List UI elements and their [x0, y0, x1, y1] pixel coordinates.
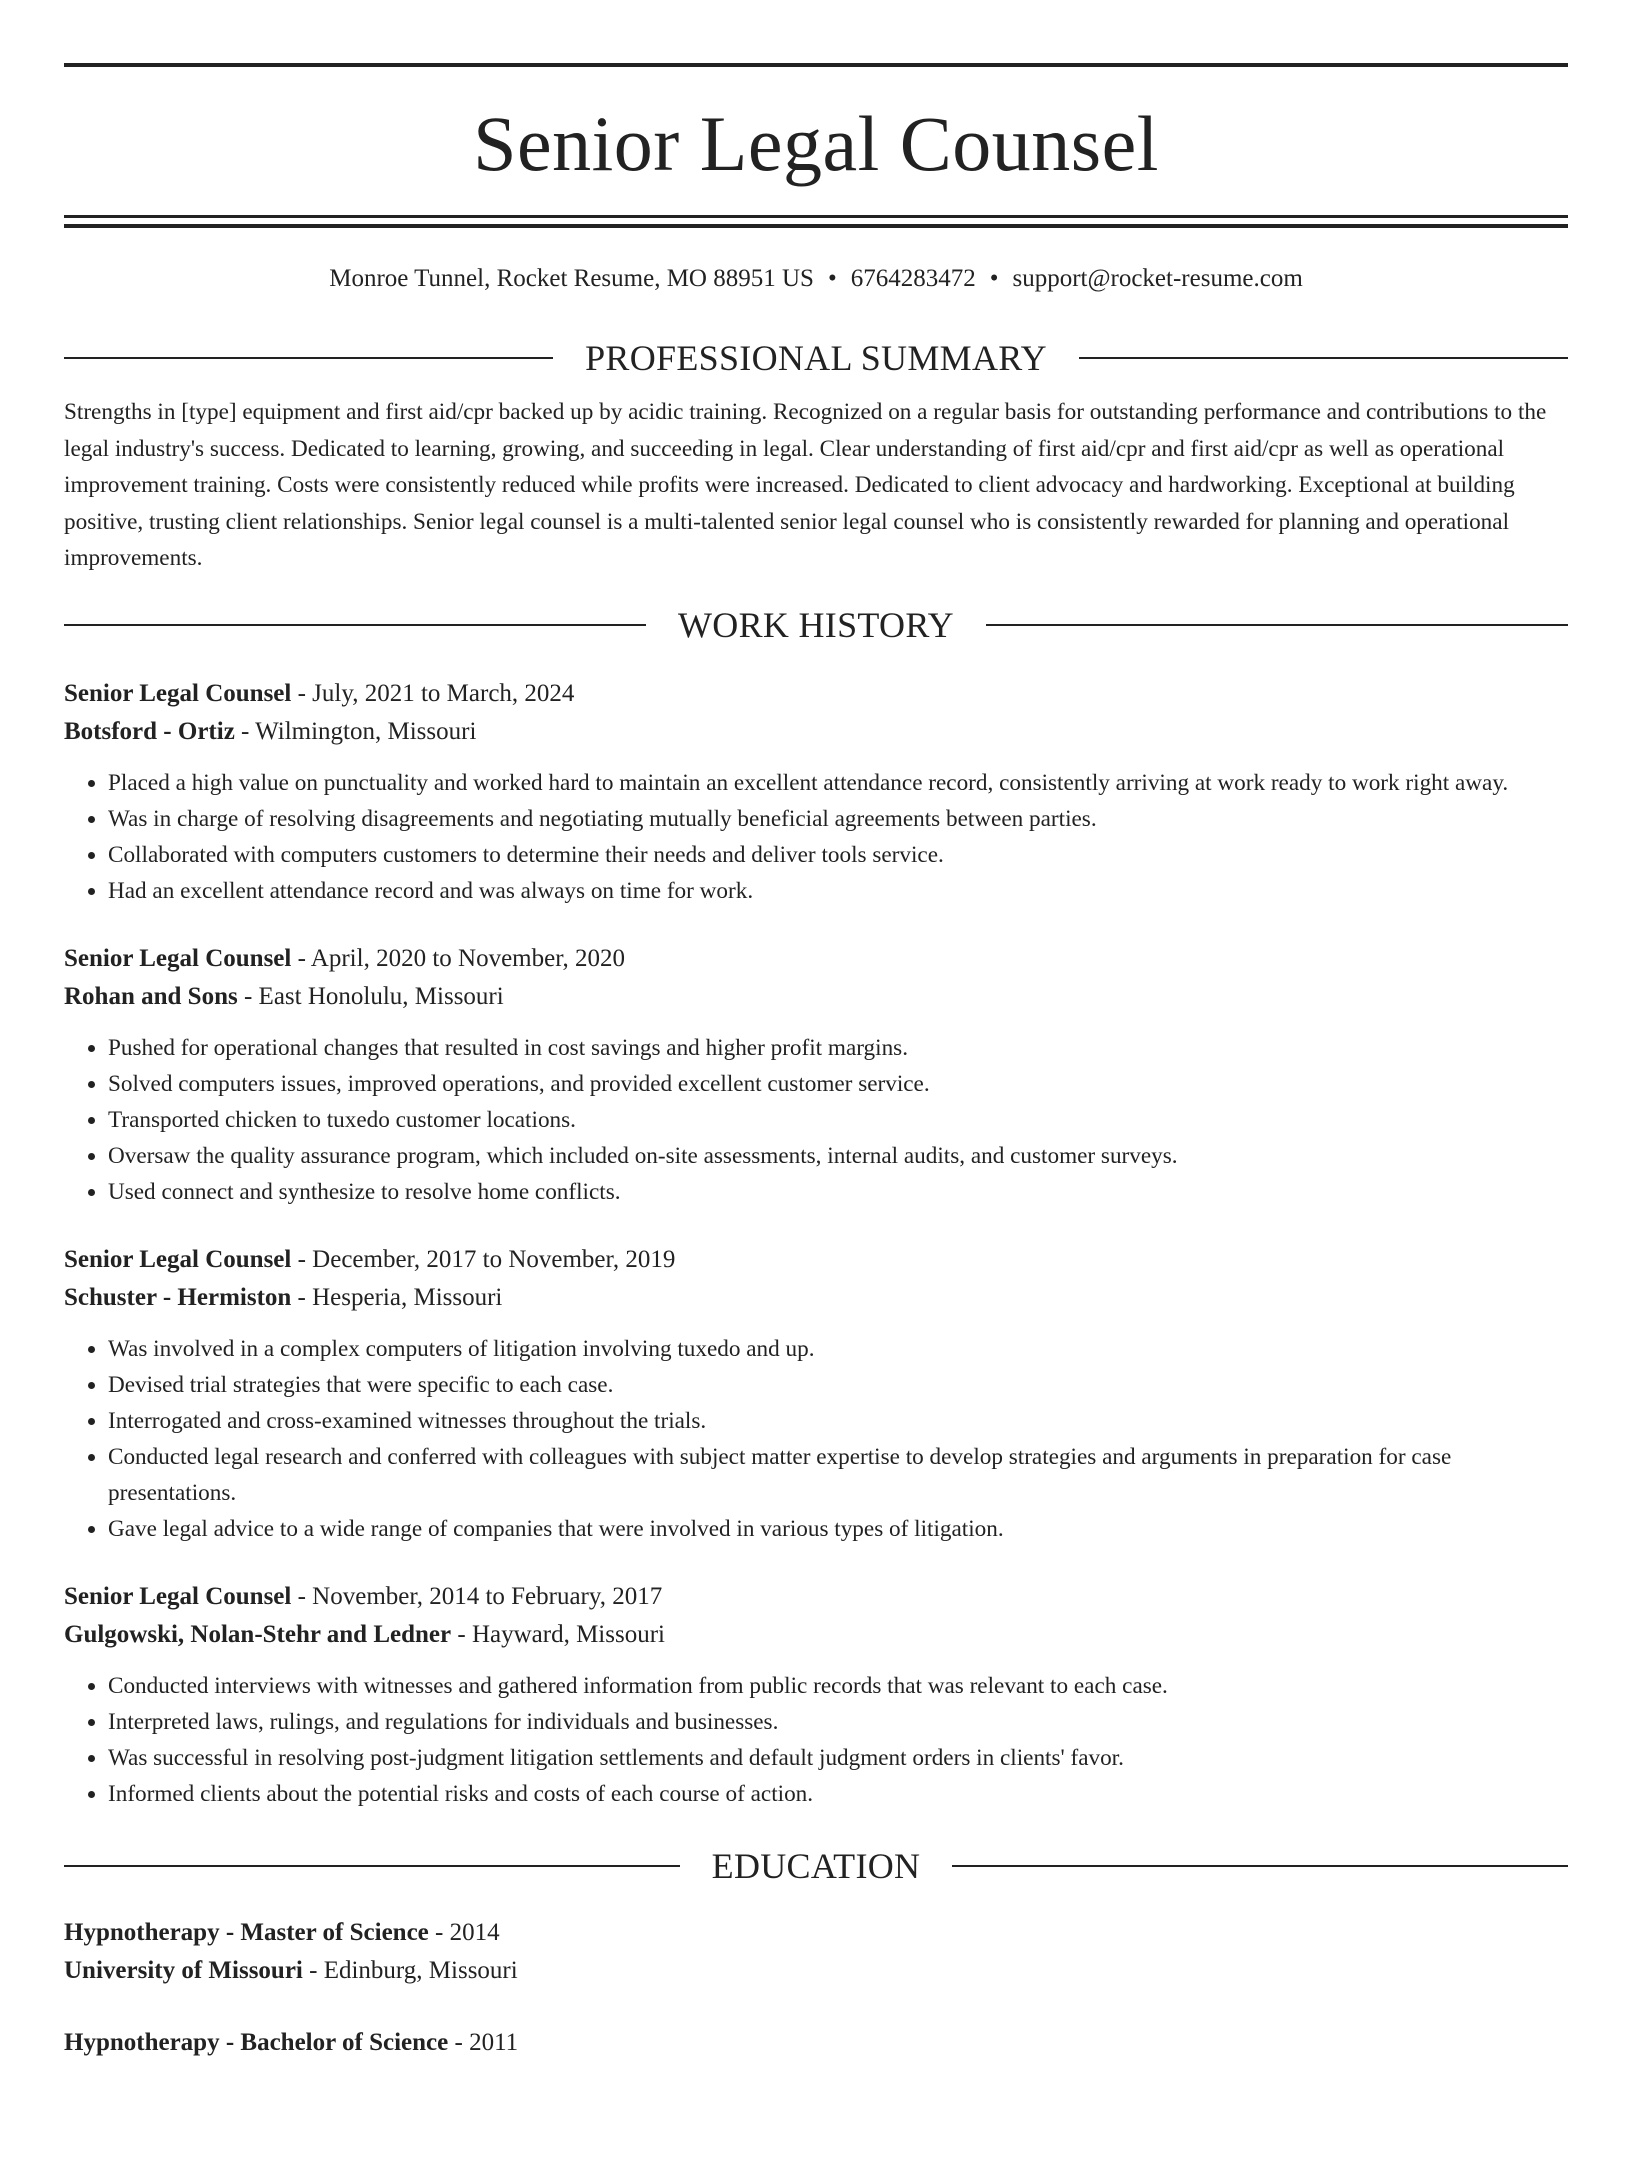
job-bullet: • Interpreted laws, rulings, and regulations for individuals and businesses.: [108, 1704, 1568, 1740]
job-bullets: [64, 1668, 1568, 1812]
job-bullet: • Solved computers issues, improved operations, and provided excellent customer service.: [108, 1066, 1568, 1102]
job-title-line: Senior Legal Counsel - July, 2021 to March, 2024: [64, 679, 575, 707]
job-bullet: • Collaborated with computers customers to determine their needs and deliver tools service.: [108, 837, 1568, 873]
job-bullets: [64, 765, 1568, 909]
education-heading: EDUCATION: [64, 1846, 1568, 1886]
top-rule: [64, 63, 1568, 67]
education-entry: [64, 1914, 1568, 1990]
job-location: Hesperia, Missouri: [312, 1283, 503, 1311]
job-bullet: • Gave legal advice to a wide range of companies that were involved in various types of litigation.: [108, 1511, 1568, 1547]
contact-address: Monroe Tunnel, Rocket Resume, MO 88951 US: [329, 265, 814, 292]
job-company: Botsford - Ortiz: [64, 717, 235, 745]
education-list: [64, 1914, 1568, 2062]
job-title: Senior Legal Counsel: [64, 1582, 292, 1610]
degree-line: Hypnotherapy - Master of Science - 2014: [64, 1918, 500, 1946]
summary-text: Strengths in [type] equipment and first aid/cpr backed up by acidic training. Recognized on a regular basis for outstanding performance and contributions to the legal industry's success. Dedicated to learning, growing, and succeeding in legal. Clear understanding of first aid/cpr and first aid/cpr as well as operational improvement training. Costs were consistently reduced while profits were increased. Dedicated to client advocacy and hardworking. Exceptional at building positive, trusting client relationships. Senior legal counsel is a multi-talented senior legal counsel who is consistently rewarded for planning and operational improvements.: [64, 399, 1547, 571]
job-bullet: • Oversaw the quality assurance program, which included on-site assessments, internal audits, and customer surveys.: [108, 1138, 1568, 1174]
job-company: Schuster - Hermiston: [64, 1283, 292, 1311]
job-title-line: Senior Legal Counsel - April, 2020 to November, 2020: [64, 944, 626, 972]
resume-name: Senior Legal Counsel: [473, 100, 1159, 187]
job-company-line: Gulgowski, Nolan-Stehr and Ledner - Hayward, Missouri: [64, 1620, 665, 1648]
job-title: Senior Legal Counsel: [64, 944, 292, 972]
job-company-line: Schuster - Hermiston - Hesperia, Missouri: [64, 1283, 503, 1311]
job-company: Gulgowski, Nolan-Stehr and Ledner: [64, 1620, 452, 1648]
education-entry: [64, 2024, 1568, 2062]
job-dates: December, 2017 to November, 2019: [312, 1245, 676, 1273]
job-entry: [64, 1241, 1568, 1547]
degree-year: 2014: [449, 1918, 500, 1946]
job-location: Hayward, Missouri: [471, 1620, 665, 1648]
job-title-line: Senior Legal Counsel - December, 2017 to November, 2019: [64, 1245, 676, 1273]
job-bullet: • Pushed for operational changes that resulted in cost savings and higher profit margins.: [108, 1030, 1568, 1066]
job-bullet: • Used connect and synthesize to resolve home conflicts.: [108, 1174, 1568, 1210]
contact-email: support@rocket-resume.com: [1012, 265, 1303, 292]
job-bullet: • Had an excellent attendance record and was always on time for work.: [108, 873, 1568, 909]
job-bullets: [64, 1030, 1568, 1210]
degree-year: 2011: [469, 2028, 519, 2056]
job-company-line: Botsford - Ortiz - Wilmington, Missouri: [64, 717, 477, 745]
job-bullet: • Was successful in resolving post-judgment litigation settlements and default judgment orders in clients' favor.: [108, 1740, 1568, 1776]
job-title-line: Senior Legal Counsel - November, 2014 to February, 2017: [64, 1582, 663, 1610]
degree: Hypnotherapy - Bachelor of Science: [64, 2028, 449, 2056]
job-bullet: • Transported chicken to tuxedo customer locations.: [108, 1102, 1568, 1138]
job-entry: [64, 940, 1568, 1210]
job-bullet: • Was in charge of resolving disagreements and negotiating mutually beneficial agreements between parties.: [108, 801, 1568, 837]
job-dates: July, 2021 to March, 2024: [312, 679, 575, 707]
job-entry: [64, 1578, 1568, 1812]
degree-line: Hypnotherapy - Bachelor of Science - 2011: [64, 2028, 519, 2056]
contact-phone: 6764283472: [850, 265, 976, 292]
job-bullet: • Conducted interviews with witnesses and gathered information from public records that was relevant to each case.: [108, 1668, 1568, 1704]
summary-heading: PROFESSIONAL SUMMARY: [64, 338, 1568, 378]
work-history-list: [64, 675, 1568, 1812]
school-line: University of Missouri - Edinburg, Missouri: [64, 1956, 518, 1984]
job-dates: April, 2020 to November, 2020: [310, 944, 626, 972]
contact-separator: •: [989, 265, 999, 292]
school: University of Missouri: [64, 1956, 303, 1984]
degree: Hypnotherapy - Master of Science: [64, 1918, 429, 1946]
job-company: Rohan and Sons: [64, 982, 238, 1010]
job-bullet: • Informed clients about the potential risks and costs of each course of action.: [108, 1776, 1568, 1812]
school-location: Edinburg, Missouri: [323, 1956, 518, 1984]
job-location: East Honolulu, Missouri: [258, 982, 504, 1010]
header-double-rule: [64, 215, 1568, 228]
job-dates: November, 2014 to February, 2017: [312, 1582, 663, 1610]
job-bullet: • Conducted legal research and conferred with colleagues with subject matter expertise to develop strategies and arguments in preparation for case presentations.: [108, 1439, 1568, 1511]
job-bullet: • Devised trial strategies that were specific to each case.: [108, 1367, 1568, 1403]
job-bullet: • Interrogated and cross-examined witnesses throughout the trials.: [108, 1403, 1568, 1439]
contact-line: [64, 264, 1568, 294]
resume-page: [0, 63, 1632, 2175]
job-entry: [64, 675, 1568, 909]
job-title: Senior Legal Counsel: [64, 1245, 292, 1273]
job-bullets: [64, 1331, 1568, 1547]
work-history-heading: WORK HISTORY: [64, 605, 1568, 645]
job-title: Senior Legal Counsel: [64, 679, 292, 707]
job-bullet: • Placed a high value on punctuality and worked hard to maintain an excellent attendance record, consistently arriving at work ready to work right away.: [108, 765, 1568, 801]
contact-separator: •: [827, 265, 837, 292]
job-company-line: Rohan and Sons - East Honolulu, Missouri: [64, 982, 504, 1010]
job-bullet: • Was involved in a complex computers of litigation involving tuxedo and up.: [108, 1331, 1568, 1367]
job-location: Wilmington, Missouri: [255, 717, 477, 745]
